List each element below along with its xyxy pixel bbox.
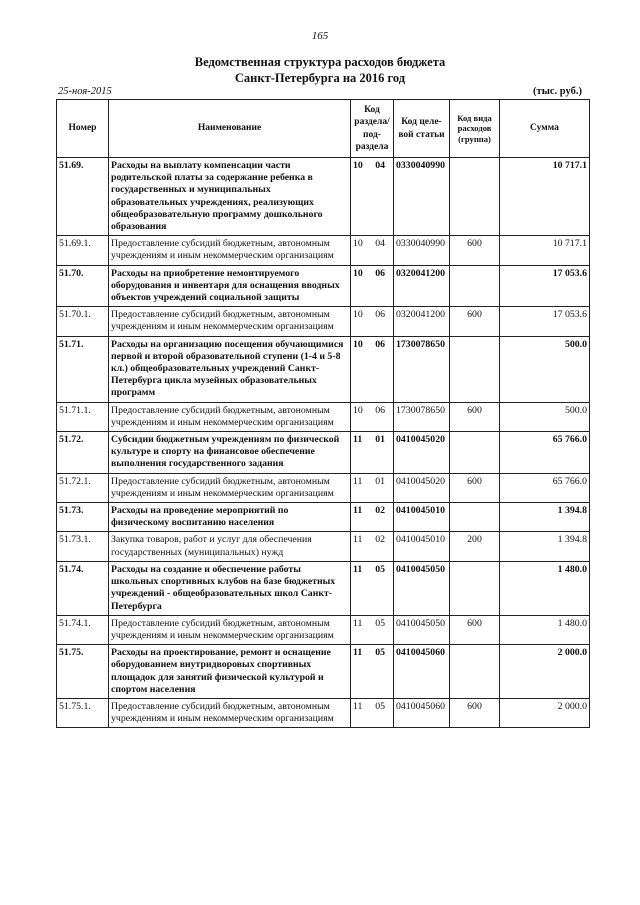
row-expense-type	[450, 336, 500, 402]
table-row	[57, 698, 590, 727]
row-expense-type: 600	[450, 698, 500, 727]
subsection-code: 06	[375, 309, 385, 321]
row-article: 0410045050	[394, 561, 450, 615]
row-expense-type	[450, 432, 500, 474]
row-expense-type	[450, 503, 500, 532]
row-amount: 500.0	[500, 402, 590, 431]
table-row	[57, 615, 590, 644]
row-section	[351, 236, 394, 265]
section-code: 10	[353, 160, 363, 171]
row-number: 51.69.	[57, 158, 109, 236]
section-code: 10	[353, 309, 363, 321]
row-section	[351, 645, 394, 699]
row-number: 51.71.	[57, 336, 109, 402]
row-amount: 1 394.8	[500, 532, 590, 561]
subsection-code: 01	[375, 434, 385, 446]
row-name: Расходы на организацию посещения обучающимися первой и второй образовательной ступени (1-4 и 5-8 кл.) общеобразовательных учреждений Санкт-Петербурга цикла музейных образовательных программ	[109, 336, 351, 402]
row-amount: 17 053.6	[500, 265, 590, 307]
table-body	[57, 158, 590, 728]
row-section	[351, 336, 394, 402]
row-article: 0410045020	[394, 432, 450, 474]
row-amount: 10 717.1	[500, 158, 590, 236]
table-row	[57, 265, 590, 307]
subsection-code: 04	[375, 238, 385, 250]
title-line-1: Ведомственная структура расходов бюджета	[194, 55, 446, 69]
row-amount: 1 480.0	[500, 615, 590, 644]
section-code: 11	[353, 647, 363, 659]
section-code: 10	[353, 338, 363, 350]
subsection-code: 04	[375, 160, 385, 171]
row-name: Расходы на создание и обеспечение работы школьных спортивных клубов на базе бюджетных учреждений - общеобразовательных школ Санкт-Петербурга	[109, 561, 351, 615]
row-name: Предоставление субсидий бюджетным, автономным учреждениям и иным некоммерческим организациям	[109, 236, 351, 265]
row-name: Расходы на выплату компенсации части родительской платы за содержание ребенка в государственных и муниципальных образовательных учреждениях, реализующих общеобразовательную программу дошкольного образования	[109, 158, 351, 236]
document-date: 25-ноя-2015	[58, 86, 112, 97]
row-section	[351, 265, 394, 307]
row-amount: 17 053.6	[500, 307, 590, 336]
header-number: Номер	[57, 100, 109, 158]
section-code: 11	[353, 434, 363, 446]
row-number: 51.73.	[57, 503, 109, 532]
row-amount: 500.0	[500, 336, 590, 402]
header-name: Наименование	[109, 100, 351, 158]
row-amount: 65 766.0	[500, 473, 590, 502]
row-amount: 2 000.0	[500, 698, 590, 727]
table-row	[57, 158, 590, 236]
row-name: Расходы на проектирование, ремонт и оснащение оборудованием внутридворовых спортивных площадок для занятий физической культурой и спортом населения	[109, 645, 351, 699]
row-name: Предоставление субсидий бюджетным, автономным учреждениям и иным некоммерческим организациям	[109, 473, 351, 502]
row-expense-type: 600	[450, 615, 500, 644]
row-number: 51.72.1.	[57, 473, 109, 502]
row-name: Предоставление субсидий бюджетным, автономным учреждениям и иным некоммерческим организациям	[109, 615, 351, 644]
row-article: 1730078650	[394, 336, 450, 402]
row-number: 51.73.1.	[57, 532, 109, 561]
row-article: 0410045010	[394, 532, 450, 561]
section-code: 11	[353, 475, 363, 487]
subsection-code: 06	[375, 267, 385, 279]
table-row	[57, 503, 590, 532]
table-row	[57, 236, 590, 265]
section-code: 11	[353, 700, 363, 712]
subsection-code: 05	[375, 563, 385, 575]
row-number: 51.75.1.	[57, 698, 109, 727]
row-name: Предоставление субсидий бюджетным, автономным учреждениям и иным некоммерческим организациям	[109, 698, 351, 727]
section-code: 11	[353, 505, 363, 517]
row-name: Субсидии бюджетным учреждениям по физической культуре и спорту на финансовое обеспечение выполнения государственного задания	[109, 432, 351, 474]
row-expense-type	[450, 561, 500, 615]
row-name: Предоставление субсидий бюджетным, автономным учреждениям и иным некоммерческим организациям	[109, 402, 351, 431]
row-article: 0410045060	[394, 645, 450, 699]
row-amount: 10 717.1	[500, 236, 590, 265]
row-name: Закупка товаров, работ и услуг для обеспечения государственных (муниципальных) нужд	[109, 532, 351, 561]
row-expense-type	[450, 158, 500, 236]
row-number: 51.74.1.	[57, 615, 109, 644]
subsection-code: 01	[375, 475, 385, 487]
row-amount: 65 766.0	[500, 432, 590, 474]
section-code: 10	[353, 404, 363, 416]
row-article: 0320041200	[394, 265, 450, 307]
header-article: Код целе-вой статьи	[394, 100, 450, 158]
row-article: 1730078650	[394, 402, 450, 431]
subsection-code: 06	[375, 404, 385, 416]
row-expense-type	[450, 265, 500, 307]
table-row	[57, 432, 590, 474]
row-number: 51.71.1.	[57, 402, 109, 431]
section-code: 11	[353, 617, 363, 629]
table-row	[57, 336, 590, 402]
row-number: 51.72.	[57, 432, 109, 474]
row-section	[351, 158, 394, 236]
header-section: Код раздела/ под-раздела	[351, 100, 394, 158]
row-article: 0410045060	[394, 698, 450, 727]
subsection-code: 05	[375, 647, 385, 659]
row-expense-type	[450, 645, 500, 699]
row-expense-type: 600	[450, 402, 500, 431]
row-section	[351, 615, 394, 644]
row-section	[351, 503, 394, 532]
row-name: Предоставление субсидий бюджетным, автономным учреждениям и иным некоммерческим организациям	[109, 307, 351, 336]
title-line-2: Санкт-Петербурга на 2016 год	[234, 71, 406, 85]
row-section	[351, 307, 394, 336]
table-row	[57, 645, 590, 699]
row-expense-type: 600	[450, 307, 500, 336]
units-label: (тыс. руб.)	[533, 86, 582, 97]
row-article: 0410045020	[394, 473, 450, 502]
subsection-code: 05	[375, 700, 385, 712]
row-number: 51.74.	[57, 561, 109, 615]
row-number: 51.70.1.	[57, 307, 109, 336]
subsection-code: 02	[375, 534, 385, 546]
section-code: 11	[353, 534, 363, 546]
header-amount: Сумма	[500, 100, 590, 158]
row-article: 0330040990	[394, 158, 450, 236]
row-section	[351, 698, 394, 727]
row-name: Расходы на проведение мероприятий по физическому воспитанию населения	[109, 503, 351, 532]
page-number: 165	[311, 30, 329, 42]
row-section	[351, 432, 394, 474]
row-article: 0320041200	[394, 307, 450, 336]
subsection-code: 02	[375, 505, 385, 517]
row-article: 0410045010	[394, 503, 450, 532]
subsection-code: 05	[375, 617, 385, 629]
section-code: 10	[353, 238, 363, 250]
row-amount: 2 000.0	[500, 645, 590, 699]
table-row	[57, 561, 590, 615]
row-amount: 1 480.0	[500, 561, 590, 615]
row-name: Расходы на приобретение немонтируемого оборудования и инвентаря для оснащения вводных объектов учреждений социальной защиты	[109, 265, 351, 307]
row-article: 0330040990	[394, 236, 450, 265]
table-row	[57, 307, 590, 336]
section-code: 10	[353, 267, 363, 279]
table-row	[57, 532, 590, 561]
row-number: 51.69.1.	[57, 236, 109, 265]
row-section	[351, 561, 394, 615]
row-number: 51.70.	[57, 265, 109, 307]
budget-table	[56, 99, 590, 728]
row-section	[351, 473, 394, 502]
subsection-code: 06	[375, 338, 385, 350]
header-expense-type: Код вида расходов (группа)	[450, 100, 500, 158]
section-code: 11	[353, 563, 363, 575]
document-title	[0, 54, 640, 86]
row-expense-type: 600	[450, 473, 500, 502]
row-amount: 1 394.8	[500, 503, 590, 532]
row-article: 0410045050	[394, 615, 450, 644]
row-section	[351, 532, 394, 561]
row-number: 51.75.	[57, 645, 109, 699]
row-expense-type: 600	[450, 236, 500, 265]
table-row	[57, 473, 590, 502]
table-row	[57, 402, 590, 431]
row-expense-type: 200	[450, 532, 500, 561]
row-section	[351, 402, 394, 431]
